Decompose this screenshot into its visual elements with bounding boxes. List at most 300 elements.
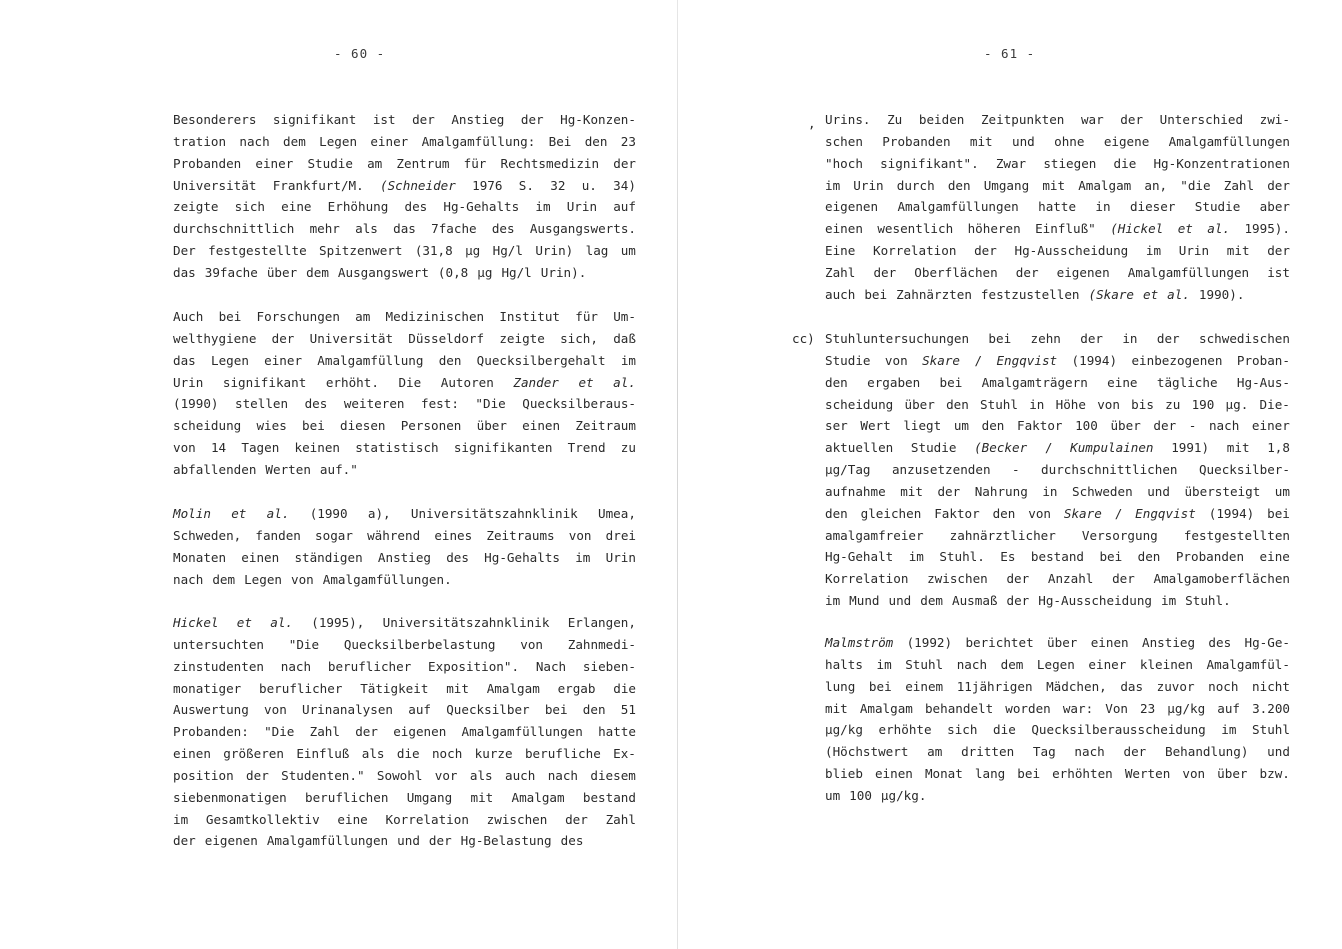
word: Quecksilberbelastung	[343, 636, 496, 652]
word: übersteigt	[1184, 483, 1261, 499]
word: bei	[1099, 549, 1123, 565]
word: dem	[306, 264, 329, 280]
word: Ex-	[613, 746, 636, 762]
word: mit	[470, 789, 494, 805]
word: von	[291, 571, 314, 587]
word: Rechtsmedizin	[500, 155, 600, 171]
word: Bei	[548, 133, 572, 149]
word: der	[1267, 243, 1290, 259]
word: um	[953, 418, 970, 434]
word: Zentrum	[396, 155, 450, 171]
word: weiteren	[343, 396, 405, 412]
word: des	[560, 833, 584, 849]
text-line	[825, 372, 1290, 394]
word: und	[1147, 483, 1170, 499]
word: im	[535, 199, 551, 215]
word: /	[1044, 440, 1053, 456]
word: Korrelation	[825, 571, 909, 587]
word: bis	[1131, 396, 1154, 412]
word: der	[246, 767, 269, 783]
word: Amalgamfüllungen.	[322, 571, 452, 587]
word: Tätigkeit	[360, 680, 429, 696]
word: /	[1114, 505, 1123, 521]
text-line	[825, 394, 1290, 416]
word: stiegen	[1043, 155, 1097, 171]
word: in	[1095, 199, 1111, 215]
word: Hg-Gehalts	[484, 549, 560, 565]
word: 1995).	[1244, 221, 1290, 237]
word: einer	[255, 155, 294, 171]
word: den	[584, 133, 608, 149]
text-line	[173, 459, 636, 481]
word: einen	[825, 221, 863, 237]
word: sich	[947, 722, 978, 738]
word: Hg-Ausscheidung	[1014, 243, 1129, 259]
word: Quecksilberausscheidung	[1031, 722, 1206, 738]
word: des	[446, 549, 469, 565]
word: Engqvist	[1135, 505, 1196, 521]
word: an,	[1144, 177, 1168, 193]
word: sich,	[560, 330, 598, 346]
word: Ausmaß	[952, 593, 998, 609]
text-line	[173, 218, 636, 240]
word: 14	[210, 440, 227, 456]
word: "hoch	[825, 155, 863, 171]
word: Faktor	[1016, 418, 1063, 434]
word: keinen	[294, 440, 340, 456]
word: sogar	[315, 527, 353, 543]
paragraph	[173, 612, 636, 852]
word: Urin).	[540, 264, 587, 280]
word: welthygiene	[173, 330, 257, 346]
word: des	[491, 221, 515, 237]
word: einen	[241, 549, 280, 565]
word: Um-	[613, 309, 636, 324]
text-line	[173, 569, 636, 591]
text-line	[173, 153, 636, 175]
word: (1990)	[173, 396, 219, 412]
word: µg	[477, 264, 493, 280]
word: Urin	[853, 177, 884, 193]
word: einen	[173, 746, 211, 762]
word: signifikant".	[880, 155, 979, 171]
word: bzw.	[1259, 766, 1290, 782]
text-line	[173, 830, 636, 852]
paragraph	[825, 328, 1290, 612]
word: et	[1177, 221, 1193, 237]
text-line	[825, 503, 1290, 525]
word: Universitätszahnklinik	[410, 506, 578, 521]
text-line	[173, 699, 636, 721]
word: 7fache	[431, 221, 477, 237]
word: Einfluß	[296, 746, 350, 762]
word: Zeitpunkten	[980, 112, 1065, 127]
word: Schweden	[1072, 483, 1133, 499]
word: 100	[1075, 418, 1098, 434]
word: ist	[1267, 264, 1290, 280]
word: 190	[1191, 396, 1215, 412]
word: der	[1112, 571, 1135, 587]
word: nach	[280, 658, 312, 674]
word: Molin	[173, 506, 211, 521]
word: Monat	[924, 766, 963, 782]
word: zu	[620, 440, 636, 456]
word: tägliche	[1156, 374, 1218, 390]
word: festgestellte	[208, 243, 307, 259]
word: Amalgamfüllungen	[266, 833, 389, 849]
text-line	[825, 654, 1290, 676]
word: abfallenden	[173, 461, 257, 477]
word: Die	[398, 374, 422, 390]
word: (1992)	[906, 635, 953, 650]
word: Oberflächen	[914, 264, 998, 280]
word: 39fache	[204, 264, 258, 280]
word: im	[173, 811, 189, 827]
word: Amalgam	[486, 680, 540, 696]
word: des	[404, 199, 428, 215]
word: zinstudenten	[173, 658, 264, 674]
word: auf	[1217, 700, 1241, 716]
text-line	[173, 109, 636, 131]
word: eigenen	[825, 199, 879, 215]
word: sich	[234, 199, 265, 215]
word: Umgang	[406, 789, 453, 805]
word: Malmström	[825, 635, 894, 650]
word: bei	[302, 418, 325, 434]
text-line	[825, 175, 1290, 197]
word: Sowohl	[376, 767, 423, 783]
word: Amalgam	[859, 700, 913, 716]
word: Amalgamfüllungen	[1168, 133, 1290, 149]
word: blieb	[825, 766, 863, 782]
word: um	[825, 787, 841, 803]
text-line	[173, 175, 636, 197]
word: der	[271, 330, 295, 346]
paragraph	[173, 306, 636, 481]
word: der	[173, 833, 196, 849]
word: hatte	[1038, 199, 1077, 215]
word: worden	[1005, 700, 1051, 716]
word: -	[1011, 462, 1020, 478]
word: den	[946, 396, 969, 412]
word: der	[355, 724, 378, 740]
word: signifikanten	[453, 440, 553, 456]
text-line	[173, 612, 636, 634]
word: bestand	[582, 789, 636, 805]
word: mehr	[309, 221, 340, 237]
word: aber	[1259, 199, 1290, 215]
text-line	[825, 153, 1290, 175]
word: von	[568, 527, 592, 543]
word: von	[520, 636, 543, 652]
text-line	[173, 240, 636, 262]
word: Urin	[605, 549, 636, 565]
word: der	[1120, 112, 1144, 127]
word: Hg-Konzentrationen	[1153, 155, 1290, 171]
list-label: cc)	[792, 331, 815, 346]
word: einer	[1088, 656, 1127, 672]
word: Behandlung)	[1165, 744, 1249, 760]
word: Anstieg	[377, 549, 431, 565]
word: von	[1097, 396, 1120, 412]
word: schen	[825, 133, 863, 149]
word: am	[927, 744, 943, 760]
word: der	[1006, 571, 1030, 587]
word: Umgang	[983, 177, 1030, 193]
word: untersuchten	[173, 636, 264, 652]
text-line	[825, 109, 1290, 131]
word: war:	[1062, 700, 1094, 716]
word: et	[236, 615, 252, 630]
word: während	[367, 527, 421, 543]
word: eigenen	[393, 724, 447, 740]
word: einen	[1090, 635, 1129, 650]
word: halts	[825, 656, 863, 672]
word: Legen	[319, 133, 358, 149]
word: die	[993, 722, 1016, 738]
word: Amalgamoberflächen	[1153, 571, 1290, 587]
word: ist	[372, 112, 396, 127]
word: Probanden	[1175, 549, 1245, 565]
word: Hg-Gehalt	[825, 549, 894, 565]
word: eigenen	[1056, 264, 1110, 280]
word: erhöhte	[878, 722, 932, 738]
word: wies	[256, 418, 287, 434]
word: zahnärztlicher	[949, 527, 1056, 543]
word: scheidung	[173, 418, 242, 434]
word: im	[908, 549, 924, 565]
word: der	[1267, 177, 1290, 193]
text-line	[173, 787, 636, 809]
word: Probanden	[882, 133, 951, 149]
word: signifikant	[272, 112, 357, 127]
word: für	[575, 309, 598, 324]
word: und	[1267, 744, 1290, 760]
word: über	[1217, 766, 1248, 782]
word: Studie	[910, 440, 957, 456]
word: anzusetzenden	[891, 462, 991, 478]
word: der	[565, 811, 588, 827]
word: am	[355, 309, 371, 324]
word: mit	[1226, 440, 1250, 456]
text-line	[825, 481, 1290, 503]
word: Stuhl.	[939, 549, 985, 565]
word: beruflicher	[259, 680, 343, 696]
word: Stuhl.	[1185, 593, 1231, 609]
word: Personen	[400, 418, 462, 434]
word: Skare	[922, 352, 961, 368]
word: und	[1012, 133, 1035, 149]
word: al.	[1207, 221, 1231, 237]
word: einbezogenen	[1131, 352, 1223, 368]
word: Höhe	[1055, 396, 1086, 412]
word: 1976	[472, 177, 503, 193]
word: "Die	[264, 724, 295, 740]
word: diesem	[590, 767, 636, 783]
word: des	[304, 396, 328, 412]
word: 32	[550, 177, 566, 193]
text-line	[825, 763, 1290, 785]
text-line	[825, 131, 1290, 153]
text-line	[173, 809, 636, 831]
word: der	[412, 112, 435, 127]
word: S.	[518, 177, 534, 193]
word: et	[1143, 286, 1159, 302]
word: 100	[849, 787, 872, 803]
word: über	[266, 264, 298, 280]
word: noch	[431, 746, 463, 762]
word: nach	[547, 767, 579, 783]
word: um	[620, 243, 636, 259]
word: nach	[1074, 744, 1105, 760]
page-right	[678, 0, 1342, 949]
word: Zahl	[309, 724, 340, 740]
text-line	[825, 568, 1290, 590]
text-line	[173, 656, 636, 678]
word: (1990	[309, 506, 348, 521]
word: kurze	[474, 746, 513, 762]
word: den	[1137, 549, 1161, 565]
word: Studie	[825, 352, 871, 368]
word: dem	[1000, 656, 1024, 672]
word: Stuhl	[1252, 722, 1290, 738]
word: Hg-Gehalts	[443, 199, 520, 215]
word: eine	[1107, 374, 1138, 390]
word: (Becker	[974, 440, 1028, 456]
word: Mädchen,	[1046, 678, 1107, 694]
word: Werten	[1124, 766, 1171, 782]
text-line	[173, 547, 636, 569]
word: Hg/l	[501, 264, 532, 280]
word: mit	[1042, 177, 1066, 193]
word: von	[173, 440, 196, 456]
word: Einfluß"	[1035, 221, 1096, 237]
word: festzustellen	[980, 286, 1080, 302]
word: einen	[522, 418, 561, 434]
word: Die-	[1259, 396, 1290, 412]
word: "die	[1180, 177, 1211, 193]
word: beruflicher	[327, 658, 412, 674]
word: 23	[620, 133, 636, 149]
word: der	[428, 833, 452, 849]
word: Urins.	[825, 112, 871, 127]
paragraph	[173, 503, 636, 590]
word: Erhöhung	[327, 199, 389, 215]
word: von	[1182, 766, 1206, 782]
text-line	[825, 785, 1290, 807]
word: Tag	[1032, 744, 1056, 760]
word: 1990).	[1198, 286, 1245, 302]
text-line	[825, 240, 1290, 262]
word: zu	[1165, 396, 1181, 412]
word: ohne	[1054, 133, 1085, 149]
word: über	[1047, 635, 1078, 650]
word: Hg/l	[492, 243, 523, 259]
word: berichtet	[965, 635, 1034, 650]
word: nach	[173, 571, 204, 587]
word: Forschungen	[256, 309, 340, 324]
word: mit	[825, 700, 848, 716]
text-line	[173, 350, 636, 372]
word: durch	[896, 177, 935, 193]
word: Proban-	[1236, 352, 1290, 368]
word: Es	[1000, 549, 1016, 565]
word: amalgamfreier	[825, 527, 924, 543]
text-line	[825, 284, 1290, 306]
word: über	[904, 396, 935, 412]
word: Amalgam	[1078, 177, 1132, 193]
word: der	[1080, 331, 1103, 346]
word: eigene	[1103, 133, 1150, 149]
word: ergab	[557, 680, 596, 696]
word: Erlangen,	[567, 615, 636, 630]
word: Trend	[567, 440, 606, 456]
word: nach	[239, 133, 270, 149]
word: drei	[605, 527, 636, 543]
word: im	[825, 593, 841, 609]
word: al.	[270, 615, 293, 630]
word: Zwar	[995, 155, 1027, 171]
word: dritten	[961, 744, 1015, 760]
word: Düsseldorf	[408, 330, 485, 346]
word: µg/kg	[825, 722, 863, 738]
text-line	[173, 721, 636, 743]
word: über	[476, 418, 507, 434]
word: Eine	[825, 243, 856, 259]
word: auf	[408, 702, 431, 718]
word: Engqvist	[996, 352, 1058, 368]
word: auf."	[319, 461, 358, 477]
word: höheren	[967, 221, 1021, 237]
word: zwischen	[927, 571, 988, 587]
word: den	[438, 352, 462, 368]
word: der	[520, 112, 544, 127]
word: im	[825, 177, 841, 193]
text-line	[173, 503, 636, 525]
word: Zahnärzten	[896, 286, 972, 302]
word: 51	[620, 702, 636, 718]
word: Urinanalysen	[302, 702, 394, 718]
word: /	[974, 352, 983, 368]
word: erhöht.	[325, 374, 379, 390]
paragraph	[825, 632, 1290, 807]
word: Nahrung	[974, 483, 1028, 499]
text-line	[825, 719, 1290, 741]
text-line	[173, 372, 636, 394]
word: stellen	[235, 396, 289, 412]
word: Amalgamfüllungen	[461, 724, 583, 740]
word: die	[396, 746, 420, 762]
word: über	[1110, 418, 1141, 434]
word: (Schneider	[380, 177, 456, 193]
word: Quecksilber-	[1198, 462, 1290, 478]
word: nach	[1208, 418, 1240, 434]
word: dem	[920, 593, 944, 609]
word: Ausgangswerts.	[529, 221, 636, 237]
word: einer	[264, 352, 303, 368]
text-line	[173, 393, 636, 415]
word: und	[397, 833, 420, 849]
word: fest:	[421, 396, 459, 412]
word: das	[173, 264, 196, 280]
word: in	[1029, 396, 1045, 412]
word: µg	[465, 243, 481, 259]
word: mit	[1226, 243, 1250, 259]
word: Korrelation	[873, 243, 957, 259]
word: Wert	[860, 418, 891, 434]
text-line	[173, 328, 636, 350]
word: et	[578, 374, 594, 390]
